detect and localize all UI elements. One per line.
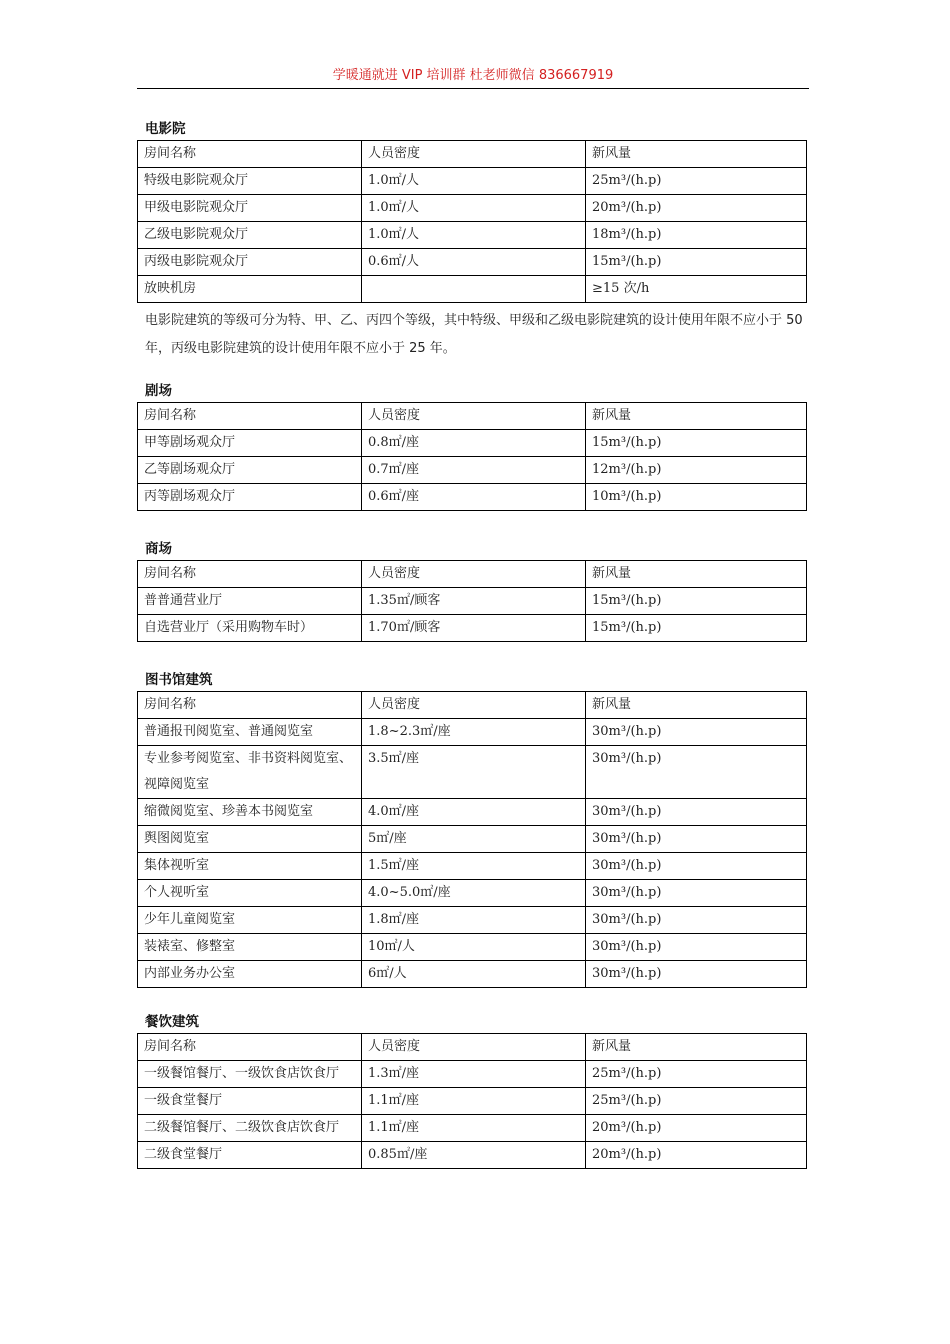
- section-title: 餐饮建筑: [145, 1014, 199, 1030]
- dining-table: [137, 1033, 807, 1169]
- section-title: 图书馆建筑: [145, 672, 213, 688]
- table-row: [138, 719, 807, 746]
- mall-section: [137, 540, 807, 642]
- table-row: [138, 168, 807, 195]
- table-header-row: [138, 1034, 807, 1061]
- header-cell: 房间名称: [138, 692, 362, 719]
- table-cell: 30m³/(h.p): [586, 907, 807, 934]
- table-cell: 放映机房: [138, 276, 362, 303]
- dining-section: [137, 1013, 807, 1169]
- table-cell: 装裱室、修整室: [138, 934, 362, 961]
- table-cell: 1.8~2.3㎡/座: [362, 719, 586, 746]
- table-cell: 0.7㎡/座: [362, 457, 586, 484]
- page-header: [137, 66, 809, 89]
- table-row: [138, 249, 807, 276]
- table-cell: 20m³/(h.p): [586, 1142, 807, 1169]
- table-cell: 1.5㎡/座: [362, 853, 586, 880]
- header-cell: 新风量: [586, 561, 807, 588]
- table-row: [138, 934, 807, 961]
- table-cell: 30m³/(h.p): [586, 719, 807, 746]
- header-cell: 人员密度: [362, 692, 586, 719]
- table-row: [138, 195, 807, 222]
- table-cell: 丙等剧场观众厅: [138, 484, 362, 511]
- table-cell: 15m³/(h.p): [586, 615, 807, 642]
- table-row: [138, 826, 807, 853]
- header-cell: 房间名称: [138, 561, 362, 588]
- table-cell: 1.0㎡/人: [362, 222, 586, 249]
- table-cell: [362, 276, 586, 303]
- table-cell: 二级食堂餐厅: [138, 1142, 362, 1169]
- table-row: [138, 961, 807, 988]
- table-cell: 乙级电影院观众厅: [138, 222, 362, 249]
- table-cell: 12m³/(h.p): [586, 457, 807, 484]
- table-cell: 30m³/(h.p): [586, 853, 807, 880]
- header-cell: 人员密度: [362, 561, 586, 588]
- table-cell: 30m³/(h.p): [586, 880, 807, 907]
- header-text: 学暖通就进 VIP 培训群 杜老师微信 836667919: [332, 68, 614, 83]
- section-title: 剧场: [145, 383, 172, 399]
- header-cell: 房间名称: [138, 141, 362, 168]
- cinema-note: 电影院建筑的等级可分为特、甲、乙、丙四个等级，其中特级、甲级和乙级电影院建筑的设计使用年限不应小于 50 年，丙级电影院建筑的设计使用年限不应小于 25 年。: [145, 313, 803, 356]
- library-section: [137, 671, 807, 988]
- table-row: [138, 457, 807, 484]
- table-row: [138, 276, 807, 303]
- table-cell: 0.6㎡/座: [362, 484, 586, 511]
- table-cell: 6㎡/人: [362, 961, 586, 988]
- table-cell: 内部业务办公室: [138, 961, 362, 988]
- header-cell: 人员密度: [362, 403, 586, 430]
- table-row: [138, 222, 807, 249]
- library-table: [137, 691, 807, 988]
- header-cell: 房间名称: [138, 1034, 362, 1061]
- table-row: [138, 907, 807, 934]
- table-cell: 25m³/(h.p): [586, 1061, 807, 1088]
- table-cell: 0.85㎡/座: [362, 1142, 586, 1169]
- table-cell: 特级电影院观众厅: [138, 168, 362, 195]
- table-cell: 个人视听室: [138, 880, 362, 907]
- table-cell: 30m³/(h.p): [586, 799, 807, 826]
- table-row: [138, 484, 807, 511]
- header-cell: 新风量: [586, 403, 807, 430]
- table-header-row: [138, 141, 807, 168]
- header-cell: 房间名称: [138, 403, 362, 430]
- table-cell: 20m³/(h.p): [586, 195, 807, 222]
- table-cell: 1.70㎡/顾客: [362, 615, 586, 642]
- table-row: [138, 880, 807, 907]
- table-cell: 0.8㎡/座: [362, 430, 586, 457]
- table-cell: 1.8㎡/座: [362, 907, 586, 934]
- header-cell: 新风量: [586, 1034, 807, 1061]
- table-row: [138, 588, 807, 615]
- table-cell: 15m³/(h.p): [586, 588, 807, 615]
- table-cell: 1.35㎡/顾客: [362, 588, 586, 615]
- table-cell: 18m³/(h.p): [586, 222, 807, 249]
- table-header-row: [138, 692, 807, 719]
- table-cell: 4.0㎡/座: [362, 799, 586, 826]
- table-cell: ≥15 次/h: [586, 276, 807, 303]
- header-cell: 人员密度: [362, 141, 586, 168]
- theater-section: [137, 382, 807, 511]
- table-cell: 4.0~5.0㎡/座: [362, 880, 586, 907]
- table-cell: 10m³/(h.p): [586, 484, 807, 511]
- table-row: [138, 1088, 807, 1115]
- table-cell: 舆图阅览室: [138, 826, 362, 853]
- table-cell: 专业参考阅览室、非书资料阅览室、视障阅览室: [138, 746, 362, 799]
- table-cell: 0.6㎡/人: [362, 249, 586, 276]
- table-cell: 10㎡/人: [362, 934, 586, 961]
- table-row: [138, 615, 807, 642]
- table-header-row: [138, 561, 807, 588]
- table-cell: 30m³/(h.p): [586, 746, 807, 799]
- table-cell: 丙级电影院观众厅: [138, 249, 362, 276]
- table-row: [138, 430, 807, 457]
- table-cell: 3.5㎡/座: [362, 746, 586, 799]
- table-cell: 一级餐馆餐厅、一级饮食店饮食厅: [138, 1061, 362, 1088]
- header-cell: 新风量: [586, 692, 807, 719]
- table-cell: 15m³/(h.p): [586, 249, 807, 276]
- mall-table: [137, 560, 807, 642]
- table-cell: 1.0㎡/人: [362, 168, 586, 195]
- section-title: 电影院: [145, 121, 186, 137]
- table-cell: 25m³/(h.p): [586, 1088, 807, 1115]
- header-cell: 人员密度: [362, 1034, 586, 1061]
- theater-table: [137, 402, 807, 511]
- table-cell: 1.3㎡/座: [362, 1061, 586, 1088]
- table-cell: 自选营业厅（采用购物车时）: [138, 615, 362, 642]
- table-row: [138, 1142, 807, 1169]
- table-cell: 普普通营业厅: [138, 588, 362, 615]
- table-cell: 15m³/(h.p): [586, 430, 807, 457]
- table-cell: 1.1㎡/座: [362, 1115, 586, 1142]
- table-row: [138, 799, 807, 826]
- table-cell: 1.1㎡/座: [362, 1088, 586, 1115]
- table-cell: 25m³/(h.p): [586, 168, 807, 195]
- table-cell: 甲等剧场观众厅: [138, 430, 362, 457]
- header-cell: 新风量: [586, 141, 807, 168]
- table-cell: 5㎡/座: [362, 826, 586, 853]
- table-row: [138, 1061, 807, 1088]
- table-cell: 集体视听室: [138, 853, 362, 880]
- table-cell: 甲级电影院观众厅: [138, 195, 362, 222]
- table-header-row: [138, 403, 807, 430]
- table-cell: 20m³/(h.p): [586, 1115, 807, 1142]
- table-cell: 30m³/(h.p): [586, 961, 807, 988]
- table-cell: 乙等剧场观众厅: [138, 457, 362, 484]
- table-cell: 少年儿童阅览室: [138, 907, 362, 934]
- table-cell: 30m³/(h.p): [586, 826, 807, 853]
- table-row: [138, 853, 807, 880]
- cinema-table: [137, 140, 807, 303]
- table-cell: 1.0㎡/人: [362, 195, 586, 222]
- table-cell: 一级食堂餐厅: [138, 1088, 362, 1115]
- table-cell: 缩微阅览室、珍善本书阅览室: [138, 799, 362, 826]
- cinema-section: [137, 120, 807, 363]
- table-cell: 普通报刊阅览室、普通阅览室: [138, 719, 362, 746]
- table-row: [138, 746, 807, 799]
- table-row: [138, 1115, 807, 1142]
- table-cell: 二级餐馆餐厅、二级饮食店饮食厅: [138, 1115, 362, 1142]
- table-cell: 30m³/(h.p): [586, 934, 807, 961]
- section-title: 商场: [145, 541, 172, 557]
